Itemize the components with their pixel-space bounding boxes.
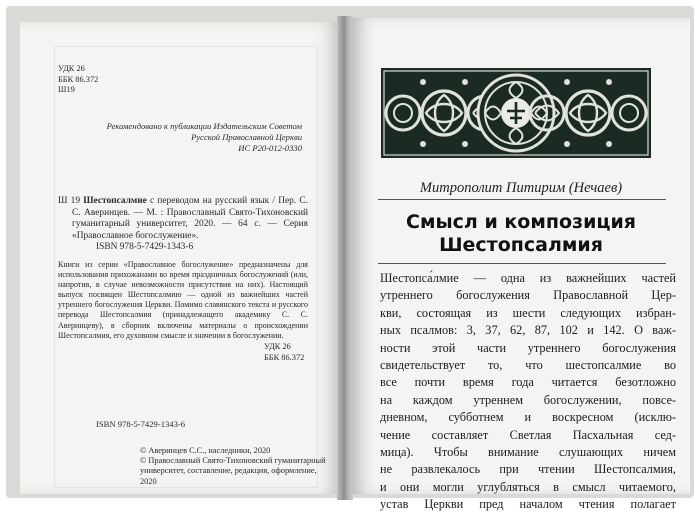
udk-code: УДК 26 bbox=[58, 64, 85, 73]
open-book bbox=[6, 6, 694, 512]
chapter-title bbox=[362, 211, 680, 257]
body-line: кви, состоящая из шести следующих избран- bbox=[380, 305, 676, 320]
body-line: ных псалмов: 3, 37, 62, 87, 102 и 142. О важ- bbox=[380, 323, 676, 338]
body-line: устав Церкви пред началом чтения полагает bbox=[380, 497, 676, 512]
bbk-code: ББК 86.372 bbox=[58, 74, 99, 84]
biblio-title: Шестопсалмие bbox=[83, 196, 147, 206]
copyright-line: © Православный Свято-Тихоновский гуманитарный университет, составление, редакция, оформление, 2020 bbox=[140, 456, 326, 486]
body-line: чение составляет Светлая Пасхальная сед- bbox=[380, 427, 676, 442]
body-line: утреннего богослужения Православной Цер- bbox=[380, 288, 676, 303]
chapter-body bbox=[380, 270, 676, 514]
body-line: Шестопса́лмие — одна из важнейших частей bbox=[380, 271, 676, 285]
body-line: дневном, субботнем и воскресном (исклю- bbox=[380, 410, 676, 425]
bibliographic-record bbox=[58, 196, 308, 242]
isbn-primary: ISBN 978-5-7429-1343-6 bbox=[96, 242, 194, 252]
classification-codes bbox=[58, 64, 178, 96]
body-line: не развлекалось при чтении Шестопсалмия, bbox=[380, 462, 676, 477]
book-description: Книги из серии «Православное богослужение» предназначены для использования прихожанами во время праздничных богослужений (или, напротив, в случае невозможности присутствия на них). Настоящий выпуск посвящен Шестопсалмию — одной из важнейших частей утреннего богослужения Церкви. Помимо славянского текста и русского перевода Шестопсалмия (принадлежащего академику С. С. Аверинцеву), в сборник включены материалы о происхождении Шестопсалмия, его духовном смысле и значении в богослужении. bbox=[58, 260, 308, 340]
recommendation-line: Рекомендовано к публикации Издательским Советом bbox=[106, 121, 302, 131]
biblio-entry bbox=[58, 196, 308, 242]
copyright-line: © Аверинцев С.С., наследники, 2020 bbox=[140, 446, 271, 455]
body-line: все почти время года читается безотложно bbox=[380, 375, 676, 390]
body-line: и они могли углубляться в смысл читаемого, bbox=[380, 479, 676, 494]
body-line: на каждом утреннем богослужении, повсе- bbox=[380, 392, 676, 407]
recommendation-block bbox=[70, 121, 302, 154]
author-mark: Ш19 bbox=[58, 85, 75, 95]
decorative-ornament-header bbox=[381, 68, 651, 158]
body-line: свидетельствует то, что шестопсалмие во bbox=[380, 358, 676, 373]
right-page-content bbox=[352, 18, 690, 512]
udk-code: УДК 26 bbox=[264, 342, 291, 351]
book-spine-gutter bbox=[337, 16, 353, 500]
divider bbox=[378, 199, 666, 200]
classification-codes-secondary bbox=[264, 342, 324, 363]
divider bbox=[378, 263, 666, 264]
recommendation-line: Русской Православной Церкви bbox=[191, 132, 302, 142]
bbk-code: ББК 86.372 bbox=[264, 352, 305, 362]
isbn-secondary: ISBN 978-5-7429-1343-6 bbox=[96, 419, 186, 429]
author-name: Митрополит Питирим (Нечаев) bbox=[419, 180, 623, 196]
chapter-title-line: Смысл и композиция bbox=[406, 211, 636, 233]
biblio-details: с переводом на русский язык / Пер. С. С. Аверинцев. — М. : Православный Свято-Тихоновский гуманитарный университет, 2020. — 64 с. — Серия «Православное богослужение». bbox=[72, 196, 308, 241]
body-line: мица). Чтобы внимание слушающих ничем bbox=[380, 445, 676, 460]
chapter-title-line: Шестопсалмия bbox=[439, 234, 603, 256]
copyright-block bbox=[140, 446, 330, 487]
biblio-code: Ш 19 bbox=[58, 196, 81, 206]
recommendation-line: ИС Р20-012-0330 bbox=[238, 143, 302, 153]
body-line: ности этой части утреннего богослужения bbox=[380, 340, 676, 355]
